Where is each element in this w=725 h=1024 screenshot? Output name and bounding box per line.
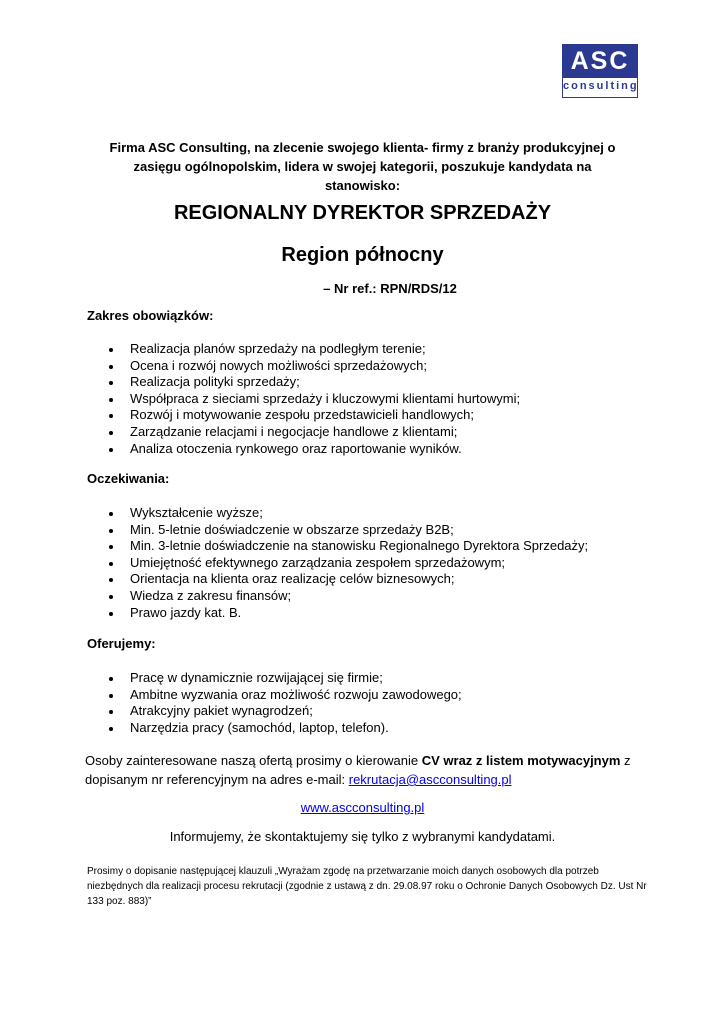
data-consent-clause: Prosimy o dopisanie następującej klauzuli „Wyrażam zgodę na przetwarzanie moich danych osobowych dla potrzeb niezbędnych dla realizacji procesu rekrutacji (zgodnie z ustawą z dn. 29.08.97 roku o Ochronie Danych Osobowych Dz. Ust Nr 133 poz. 883)” <box>87 866 647 907</box>
list-item: Min. 3-letnie doświadczenie na stanowisku Regionalnego Dyrektora Sprzedaży; <box>108 538 588 555</box>
duties-list <box>108 341 520 457</box>
contact-paragraph <box>85 751 655 789</box>
duties-heading: Zakres obowiązków: <box>87 308 214 323</box>
list-item: Orientacja na klienta oraz realizację celów biznesowych; <box>108 571 588 588</box>
list-item: Ambitne wyzwania oraz możliwość rozwoju zawodowego; <box>108 687 462 704</box>
expectations-heading: Oczekiwania: <box>87 471 170 486</box>
website-link[interactable]: www.ascconsulting.pl <box>300 800 425 815</box>
list-item: Ocena i rozwój nowych możliwości sprzedażowych; <box>108 358 520 375</box>
job-title: REGIONALNY DYREKTOR SPRZEDAŻY <box>173 202 552 224</box>
email-link[interactable]: rekrutacja@ascconsulting.pl <box>348 772 512 787</box>
contact-text-end: z dopisanym nr referencyjnym na adres e-mail: <box>85 753 631 787</box>
list-item: Wiedza z zakresu finansów; <box>108 588 588 605</box>
job-region: Region północny <box>281 244 444 266</box>
contact-text-start: Osoby zainteresowane naszą ofertą prosimy o kierowanie <box>85 753 422 768</box>
inform-note: Informujemy, że skontaktujemy się tylko z wybranymi kandydatami. <box>169 829 556 844</box>
list-item: Min. 5-letnie doświadczenie w obszarze sprzedaży B2B; <box>108 522 588 539</box>
list-item: Współpraca z sieciami sprzedaży i kluczowymi klientami hurtowymi; <box>108 391 520 408</box>
list-item: Realizacja planów sprzedaży na podległym terenie; <box>108 341 520 358</box>
list-item: Umiejętność efektywnego zarządzania zespołem sprzedażowym; <box>108 555 588 572</box>
list-item: Atrakcyjny pakiet wynagrodzeń; <box>108 703 462 720</box>
intro-paragraph: Firma ASC Consulting, na zlecenie swojego klienta- firmy z branży produkcyjnej o zasięgu ogólnopolskim, lidera w swojej kategorii, poszukuje kandydata na stanowisko: <box>109 140 616 193</box>
logo-consulting-text: consulting <box>562 78 638 98</box>
logo-asc-text: ASC <box>562 44 638 78</box>
company-logo <box>562 44 638 98</box>
list-item: Rozwój i motywowanie zespołu przedstawicieli handlowych; <box>108 407 520 424</box>
list-item: Pracę w dynamicznie rozwijającej się firmie; <box>108 670 462 687</box>
list-item: Narzędzia pracy (samochód, laptop, telefon). <box>108 720 462 737</box>
offer-list <box>108 670 462 736</box>
list-item: Realizacja polityki sprzedaży; <box>108 374 520 391</box>
website-row <box>0 800 725 815</box>
reference-number: – Nr ref.: RPN/RDS/12 <box>323 281 457 296</box>
offer-heading: Oferujemy: <box>87 636 156 651</box>
list-item: Prawo jazdy kat. B. <box>108 605 588 622</box>
expectations-list <box>108 505 588 621</box>
contact-text-bold: CV wraz z listem motywacyjnym <box>421 753 621 768</box>
list-item: Zarządzanie relacjami i negocjacje handlowe z klientami; <box>108 424 520 441</box>
list-item: Analiza otoczenia rynkowego oraz raportowanie wyników. <box>108 441 520 458</box>
list-item: Wykształcenie wyższe; <box>108 505 588 522</box>
